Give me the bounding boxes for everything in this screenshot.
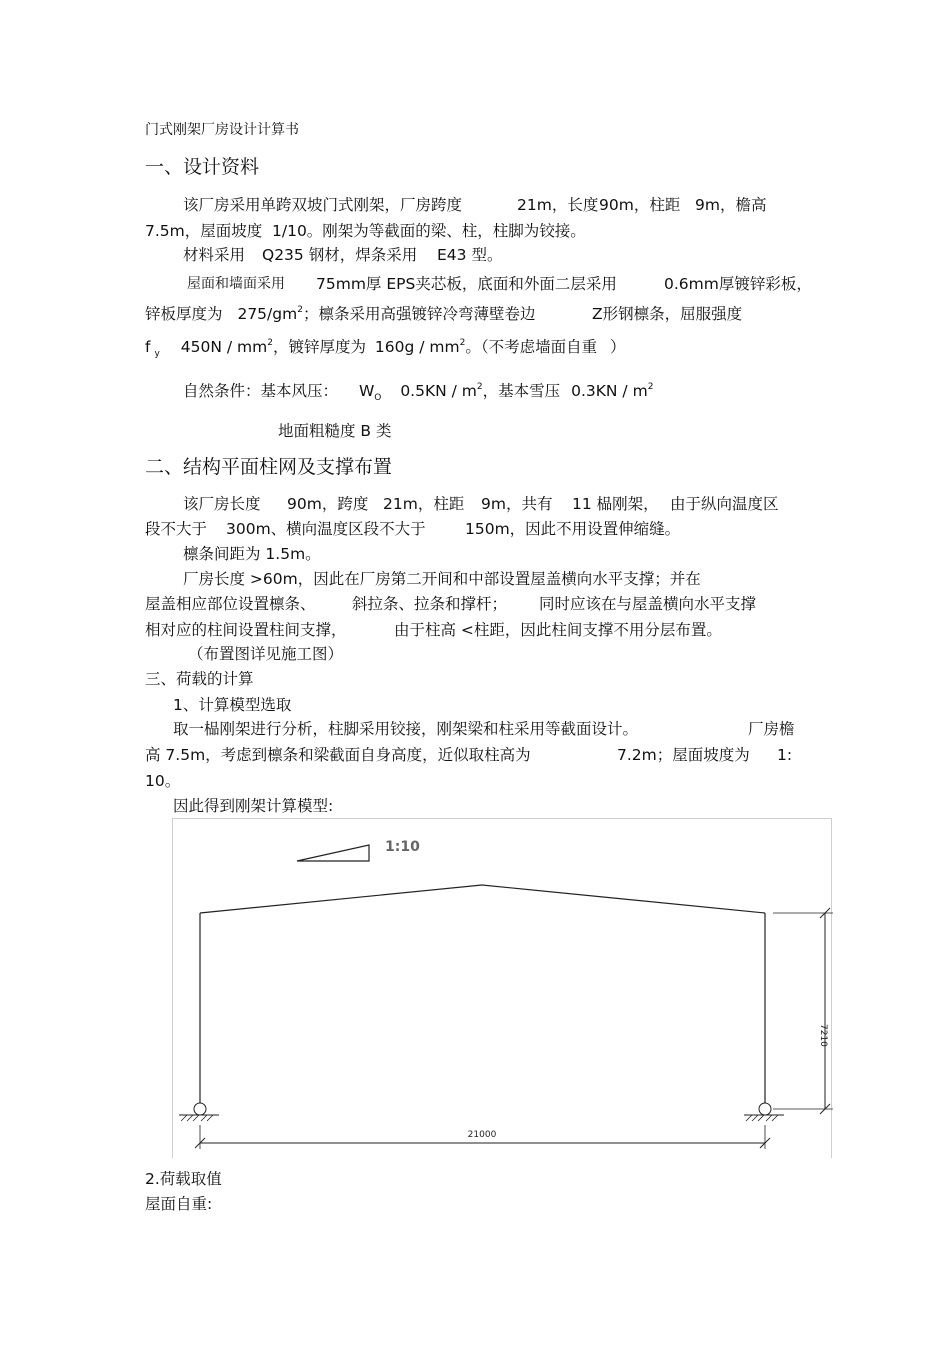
paragraph-text: Q235 钢材，焊条采用	[262, 246, 418, 264]
paragraph-text: 檩条间距为 1.5m。	[183, 545, 321, 563]
paragraph-text: 11 榀刚架，	[572, 495, 659, 513]
formula-line: 自然条件：基本风压： $W_O$ $0.5KN / m^2$，基本雪压 $0.3KN / m^2$	[183, 382, 654, 403]
section-heading-3: 三、荷载的计算	[145, 670, 254, 688]
paragraph-text: 厂房檐	[748, 720, 795, 738]
paragraph-text: Z形钢檩条，屈服强度	[592, 305, 743, 323]
section-heading-2: 二、结构平面柱网及支撑布置	[145, 456, 393, 478]
paragraph-text: 该厂房采用单跨双坡门式刚架，厂房跨度	[183, 196, 463, 214]
slope-triangle	[297, 845, 369, 861]
paragraph-text: 斜拉条、拉条和撑杆；	[352, 595, 508, 613]
paragraph-text: 75mm厚 EPS夹芯板，底面和外面二层采用	[316, 275, 617, 293]
height-dimension	[773, 908, 833, 1114]
right-pin-support-icon	[744, 1103, 784, 1121]
paragraph-text: 10。	[145, 772, 181, 790]
paragraph-text: 因此得到刚架计算模型:	[173, 797, 334, 815]
paragraph-text: 由于纵向温度区	[670, 495, 779, 513]
paragraph-text: 相对应的柱间设置柱间支撑，	[145, 621, 347, 639]
paragraph-text: 段不大于	[145, 520, 208, 538]
paragraph-text: 300m、横向温度区段不大于	[226, 520, 426, 538]
paragraph-text: 材料采用	[183, 246, 246, 264]
left-pin-support-icon	[179, 1103, 219, 1121]
paragraph-text: 21m，柱距	[383, 495, 465, 513]
paragraph-text: 90m，柱距	[599, 196, 681, 214]
paragraph-text: 9m，檐高	[695, 196, 767, 214]
paragraph-text: 地面粗糙度 B 类	[278, 422, 392, 440]
paragraph-text: 7.2m；屋面坡度为	[617, 746, 750, 764]
left-rafter	[200, 885, 482, 913]
height-label: 7210	[818, 1024, 828, 1047]
paragraph-text: 屋盖相应部位设置檩条、	[145, 595, 316, 613]
paragraph-text: 150m，因此不用设置伸缩缝。	[465, 520, 681, 538]
paragraph-text: 同时应该在与屋盖横向水平支撑	[539, 595, 757, 613]
paragraph-text: 厂房长度 >60m，因此在厂房第二开间和中部设置屋盖横向水平支撑；并在	[183, 570, 701, 588]
subsection-heading: 1、计算模型选取	[173, 696, 292, 714]
section-heading-1: 一、设计资料	[145, 156, 260, 178]
paragraph-text: 由于柱高 <柱距，因此柱间支撑不用分层布置。	[394, 621, 722, 639]
paragraph-text: E43 型。	[437, 246, 503, 264]
paragraph-text: 90m，跨度	[287, 495, 369, 513]
right-rafter	[482, 885, 765, 913]
paragraph-text: 高 7.5m，考虑到檩条和梁截面自身高度，近似取柱高为	[145, 746, 531, 764]
formula-line: f $_y$ $450N / mm^2$，镀锌厚度为 $160g / mm^2$。（不考虑墙面自重 ）	[145, 338, 626, 359]
paragraph-text: 屋面自重:	[145, 1195, 213, 1213]
span-label: 21000	[467, 1130, 497, 1140]
paragraph-text: 锌板厚度为 $275/gm^2$；檩条采用高强镀锌冷弯薄壁卷边	[145, 305, 536, 323]
paragraph-text: 取一榀刚架进行分析，柱脚采用铰接，刚架梁和柱采用等截面设计。	[173, 720, 639, 738]
frame-model-drawing	[173, 819, 833, 1159]
paragraph-text: 该厂房长度	[183, 495, 261, 513]
paragraph-text: 0.6mm厚镀锌彩板，	[664, 275, 812, 293]
paragraph-text: （布置图详见施工图）	[188, 645, 344, 663]
subsection-heading: 2.荷载取值	[145, 1170, 222, 1188]
document-title: 门式刚架厂房设计计算书	[145, 122, 299, 138]
paragraph-text: 21m，长度	[517, 196, 599, 214]
paragraph-text: 1/10。刚架为等截面的梁、柱，柱脚为铰接。	[272, 222, 586, 240]
paragraph-text: 7.5m，屋面坡度	[145, 222, 263, 240]
paragraph-text: 屋面和墙面采用	[187, 276, 285, 292]
paragraph-text: 1:	[777, 746, 793, 764]
frame-model-figure	[172, 818, 832, 1158]
paragraph-text: 9m，共有	[481, 495, 553, 513]
slope-label: 1:10	[385, 839, 420, 855]
